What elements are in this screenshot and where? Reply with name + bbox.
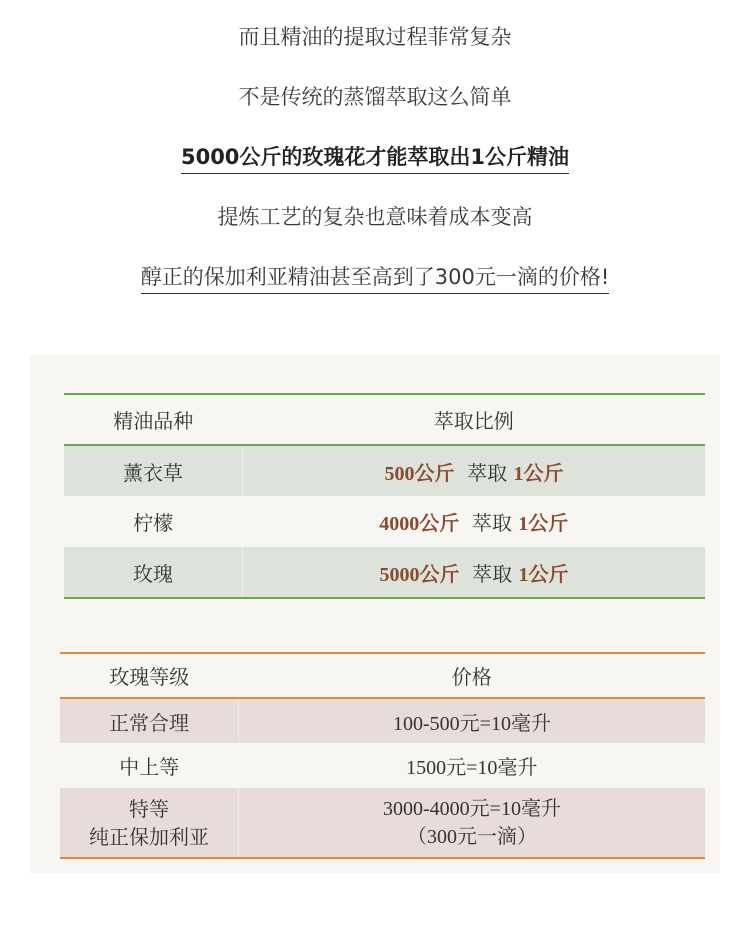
header-extraction-ratio: 萃取比例 (243, 394, 706, 445)
tables-panel (30, 355, 720, 873)
extraction-ratio: 4000公斤 萃取 1公斤 (379, 511, 569, 535)
extraction-ratio: 5000公斤 萃取 1公斤 (243, 547, 706, 598)
table-row (64, 445, 705, 496)
oil-name: 柠檬 (133, 511, 174, 535)
rose-grade-price-table (60, 652, 705, 859)
extraction-ratio-table (64, 393, 705, 599)
table-row (64, 496, 705, 547)
rose-grade: 正常合理 (60, 698, 239, 743)
intro-line-5-underlined: 醇正的保加利亚精油甚至高到了300元一滴的价格! (0, 262, 750, 294)
price: 1500元=10毫升 (406, 757, 538, 779)
price: 100-500元=10毫升 (239, 698, 706, 743)
oil-name: 薰衣草 (64, 445, 243, 496)
price: 3000-4000元=10毫升 （300元一滴） (239, 788, 706, 858)
rose-grade: 中上等 (119, 755, 180, 779)
header-oil-type: 精油品种 (64, 394, 243, 445)
table-row (60, 788, 705, 858)
rose-grade: 特等 纯正保加利亚 (60, 788, 239, 858)
table-row (60, 698, 705, 743)
intro-line-1: 而且精油的提取过程菲常复杂 (238, 25, 512, 49)
table-row (64, 547, 705, 598)
table-row (60, 743, 705, 788)
oil-name: 玫瑰 (64, 547, 243, 598)
intro-line-3-emphasis: 5000公斤的玫瑰花才能萃取出1公斤精油 (0, 142, 750, 174)
intro-line-4: 提炼工艺的复杂也意味着成本变高 (217, 205, 533, 229)
table-header-row (60, 653, 705, 698)
table-header-row (64, 394, 705, 445)
header-price: 价格 (239, 653, 706, 698)
intro-line-2: 不是传统的蒸馏萃取这么简单 (238, 85, 512, 109)
extraction-ratio: 500公斤 萃取 1公斤 (243, 445, 706, 496)
header-rose-grade: 玫瑰等级 (60, 653, 239, 698)
